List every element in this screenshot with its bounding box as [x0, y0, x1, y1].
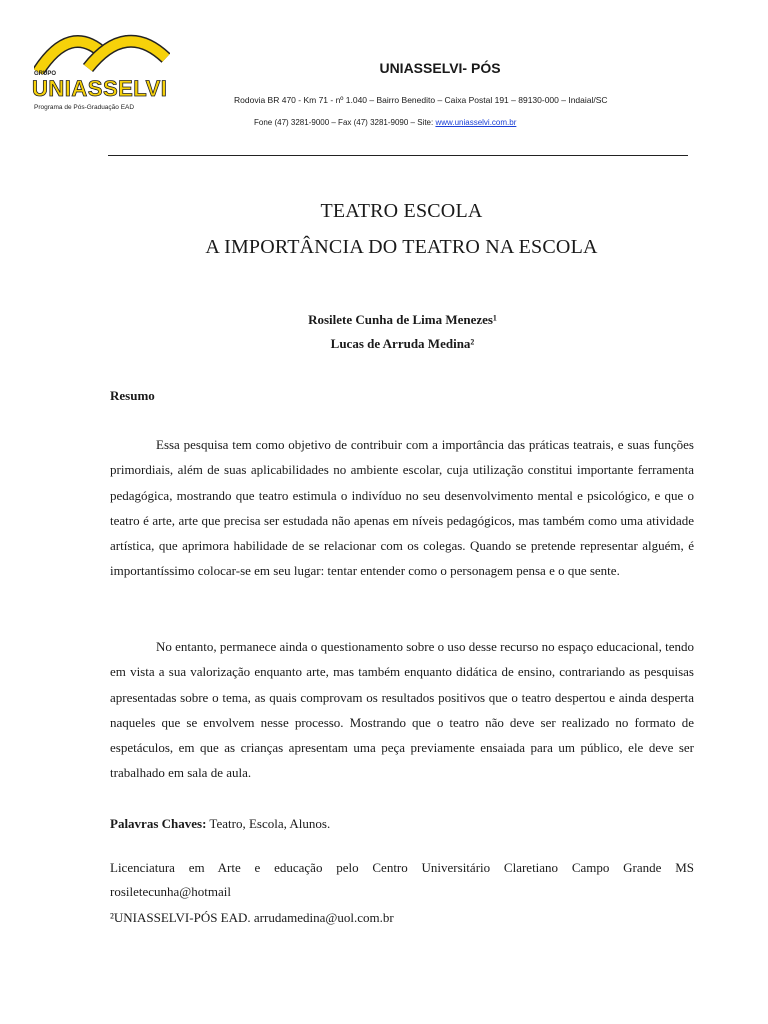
keywords-label: Palavras Chaves:: [110, 816, 207, 831]
abstract-paragraph-1: [110, 432, 694, 584]
footnote-2: ²UNIASSELVI-PÓS EAD. arrudamedina@uol.com.br: [110, 910, 394, 925]
author-1: Rosilete Cunha de Lima Menezes¹: [308, 312, 497, 327]
keywords-line: [110, 816, 330, 832]
keywords-value: Teatro, Escola, Alunos.: [206, 816, 331, 831]
header-divider: [108, 155, 688, 156]
organization-name: UNIASSELVI- PÓS: [379, 60, 501, 76]
abstract-paragraph-2-text: No entanto, permanece ainda o questionamento sobre o uso desse recurso no espaço educacional, tendo em vista a sua valorização enquanto arte, mas também enquanto didática de ensino, contrariando as pesquisas apresentadas sobre o tema, as quais comprovam os resultados positivos que o teatro despertou e ainda desperta naqueles que se envolvem nesse processo. Mostrando que o teatro não deve ser realizado no formato de espetáculos, em que as crianças apresentam uma peça previamente ensaiada para um público, ele deve ser trabalhado em sala de aula.: [110, 639, 694, 781]
document-title: TEATRO ESCOLA: [320, 200, 483, 222]
abstract-paragraph-2: [110, 634, 694, 786]
abstract-paragraph-1-text: Essa pesquisa tem como objetivo de contribuir com a importância das práticas teatrais, e suas funções primordiais, além de suas aplicabilidades no ambiente escolar, cuja utilização constitui importante ferramenta pedagógica, mostrando que teatro estimula o indivíduo no seu desenvolvimento mental e psicológico, e que o teatro é arte, arte que precisa ser estudada não apenas em níveis pedagógicos, mas também como uma atividade artística, que aprimora habilidade de se relacionar com os colegas. Quando se pretende representar alguém, é importantíssimo colocar-se em seu lugar: tentar entender como o personagem pensa e o que sente.: [110, 437, 694, 579]
footnote-1: Licenciatura em Arte e educação pelo Centro Universitário Claretiano Campo Grande MS rosiletecunha@hotmail: [110, 860, 694, 899]
contact-phone-fax: Fone (47) 3281-9000 – Fax (47) 3281-9090 – Site:: [254, 118, 436, 127]
abstract-heading: Resumo: [110, 388, 155, 403]
author-2: Lucas de Arruda Medina²: [330, 336, 475, 351]
site-link[interactable]: www.uniasselvi.com.br: [435, 118, 517, 127]
organization-contact: [254, 118, 516, 127]
logo-brand-text: UNIASSELVI: [32, 76, 168, 101]
document-subtitle: A IMPORTÂNCIA DO TEATRO NA ESCOLA: [205, 236, 598, 258]
logo-group-label: GRUPO: [34, 71, 57, 77]
logo-tagline: Programa de Pós-Graduação EAD: [34, 104, 135, 111]
organization-address: Rodovia BR 470 - Km 71 - nº 1.040 – Bairro Benedito – Caixa Postal 191 – 89130-000 – Indaial/SC: [234, 95, 608, 105]
